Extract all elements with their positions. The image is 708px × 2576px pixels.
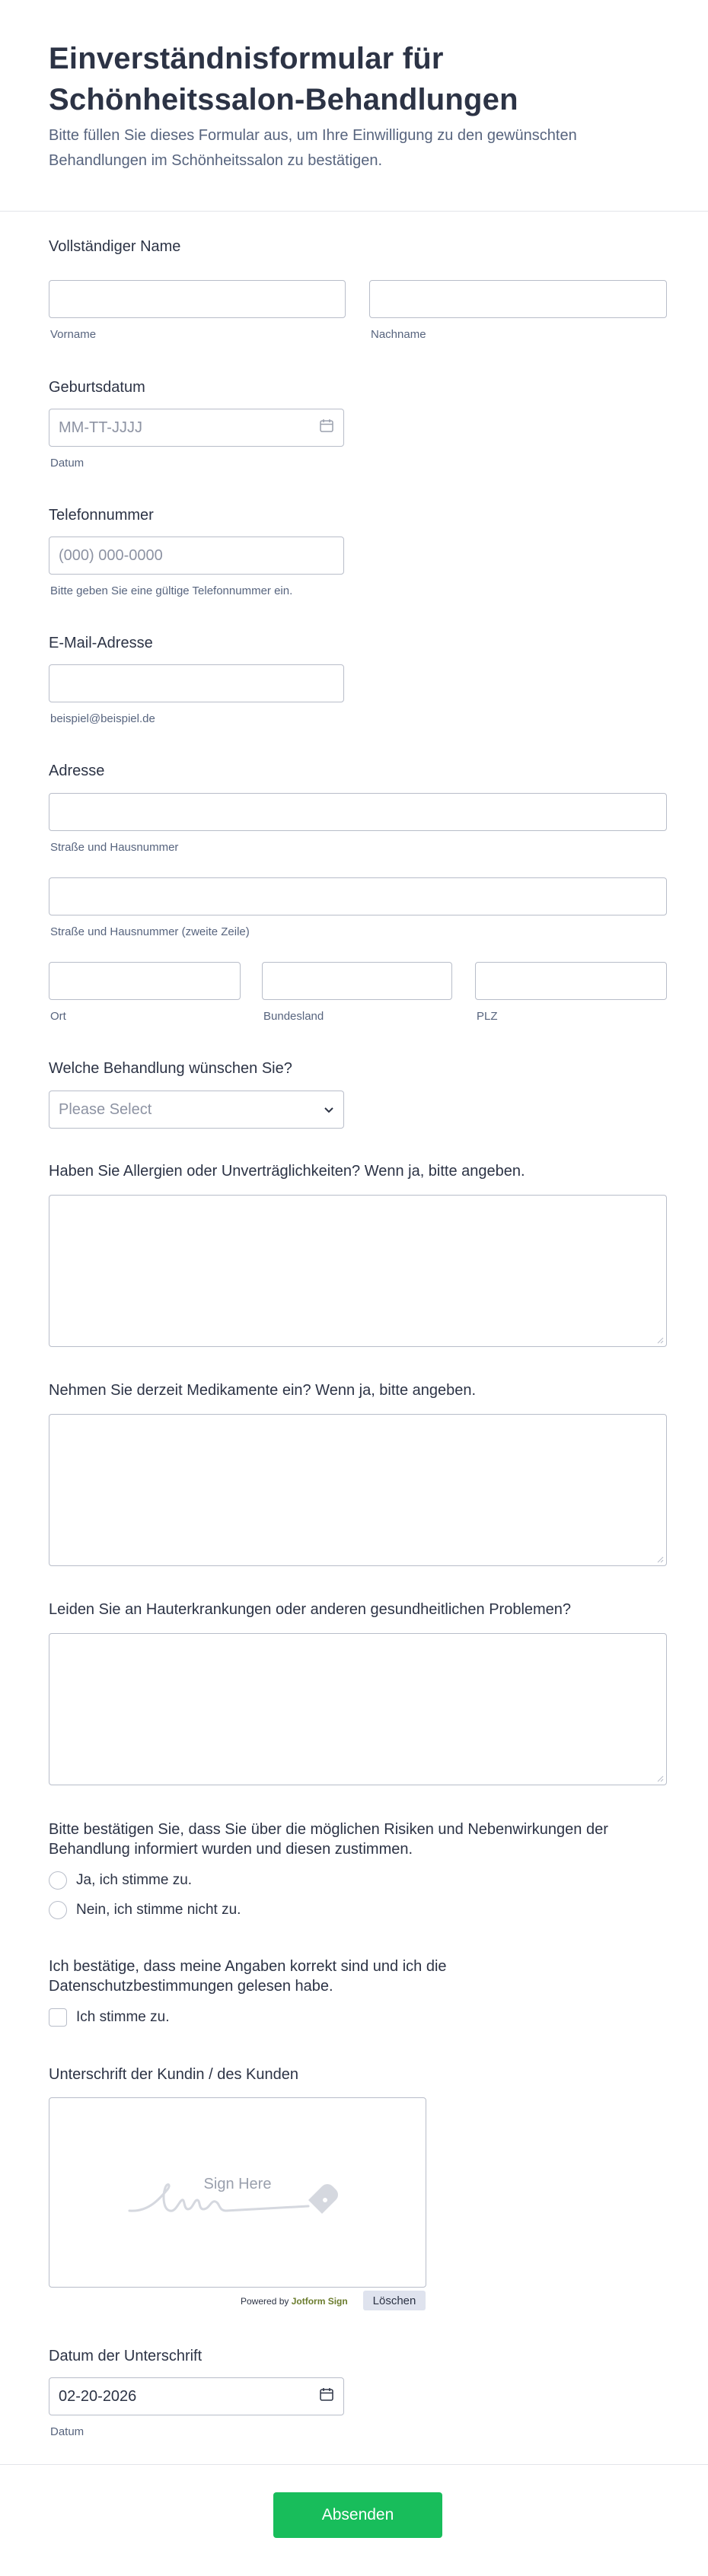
signature-pad[interactable] bbox=[49, 2097, 426, 2288]
zip-input[interactable] bbox=[475, 962, 667, 1000]
email-section bbox=[49, 634, 667, 652]
zip-sublabel: PLZ bbox=[477, 1010, 498, 1023]
birth-date-input[interactable] bbox=[49, 409, 344, 447]
address-label: Adresse bbox=[49, 763, 105, 779]
phone-label: Telefonnummer bbox=[49, 507, 154, 524]
email-label: E-Mail-Adresse bbox=[49, 635, 153, 651]
first-name-sublabel: Vorname bbox=[50, 328, 97, 341]
email-input[interactable] bbox=[49, 664, 344, 702]
city-sublabel: Ort bbox=[50, 1010, 66, 1023]
skin-textarea[interactable] bbox=[49, 1633, 667, 1785]
phone-sublabel: Bitte geben Sie eine gültige Telefonnummer ein. bbox=[50, 584, 293, 597]
sign-date-value: 02-20-2026 bbox=[59, 2387, 137, 2405]
medication-textarea[interactable] bbox=[49, 1414, 667, 1566]
form-header bbox=[0, 0, 708, 212]
form-title-line-1: Einverständnisformular für bbox=[49, 42, 444, 75]
form-subtitle: Bitte füllen Sie dieses Formular aus, um Ihre Einwilligung zu den gewünschten Behandlungen im Schönheitssalon zu bestätigen. bbox=[49, 127, 577, 169]
risks-no-radio[interactable] bbox=[49, 1901, 67, 1919]
treatment-select[interactable] bbox=[49, 1091, 344, 1129]
privacy-option-label[interactable]: Ich stimme zu. bbox=[76, 2009, 170, 2025]
risks-section bbox=[49, 1820, 667, 1859]
street-sublabel: Straße und Hausnummer bbox=[50, 841, 179, 854]
privacy-label-line-2: Datenschutzbestimmungen gelesen habe. bbox=[49, 1978, 333, 1995]
risks-yes-label[interactable]: Ja, ich stimme zu. bbox=[76, 1872, 193, 1888]
form-footer bbox=[0, 2464, 708, 2576]
full-name-label: Vollständiger Name bbox=[49, 238, 181, 255]
birth-date-label: Geburtsdatum bbox=[49, 379, 145, 396]
birth-date-sublabel: Datum bbox=[50, 457, 85, 470]
risks-label-line-1: Bitte bestätigen Sie, dass Sie über die möglichen Risiken und Nebenwirkungen der bbox=[49, 1821, 608, 1838]
risks-yes-radio[interactable] bbox=[49, 1871, 67, 1890]
phone-input[interactable] bbox=[49, 537, 344, 575]
treatment-placeholder: Please Select bbox=[59, 1100, 152, 1118]
risks-label bbox=[49, 1820, 667, 1859]
form-title bbox=[49, 38, 659, 120]
treatment-section bbox=[49, 1059, 667, 1078]
calendar-icon[interactable] bbox=[319, 2387, 334, 2406]
phone-section bbox=[49, 506, 667, 524]
powered-by bbox=[241, 2296, 348, 2307]
birth-date-section bbox=[49, 378, 667, 396]
first-name-input[interactable] bbox=[49, 280, 346, 318]
address-section bbox=[49, 762, 667, 780]
risks-no-label[interactable]: Nein, ich stimme nicht zu. bbox=[76, 1902, 241, 1918]
sign-date-sublabel: Datum bbox=[50, 2425, 85, 2438]
medication-section bbox=[49, 1381, 667, 1399]
phone-placeholder: (000) 000-0000 bbox=[59, 546, 163, 564]
city-input[interactable] bbox=[49, 962, 241, 1000]
resize-handle-icon[interactable] bbox=[656, 1555, 664, 1563]
last-name-input[interactable] bbox=[369, 280, 667, 318]
birth-date-placeholder: MM-TT-JJJJ bbox=[59, 419, 142, 436]
sign-date-section bbox=[49, 2347, 667, 2365]
signature-hint-icon bbox=[126, 2167, 346, 2220]
street2-input[interactable] bbox=[49, 877, 667, 915]
medication-label: Nehmen Sie derzeit Medikamente ein? Wenn ja, bitte angeben. bbox=[49, 1382, 477, 1399]
email-sublabel: beispiel@beispiel.de bbox=[50, 712, 155, 725]
chevron-down-icon bbox=[324, 1101, 334, 1119]
clear-signature-button[interactable]: Löschen bbox=[363, 2291, 426, 2310]
full-name-section bbox=[49, 237, 667, 256]
signature-section bbox=[49, 2065, 667, 2084]
submit-button[interactable]: Absenden bbox=[273, 2492, 442, 2538]
street2-sublabel: Straße und Hausnummer (zweite Zeile) bbox=[50, 925, 250, 938]
calendar-icon[interactable] bbox=[319, 418, 334, 438]
sign-date-input[interactable] bbox=[49, 2377, 344, 2415]
risks-label-line-2: Behandlung informiert wurden und diesen zustimmen. bbox=[49, 1841, 413, 1858]
form-title-line-2: Schönheitssalon-Behandlungen bbox=[49, 83, 518, 116]
privacy-section bbox=[49, 1957, 667, 1996]
allergies-section bbox=[49, 1162, 667, 1180]
skin-section bbox=[49, 1600, 667, 1619]
powered-by-prefix: Powered by bbox=[241, 2296, 289, 2307]
treatment-label: Welche Behandlung wünschen Sie? bbox=[49, 1060, 292, 1077]
state-sublabel: Bundesland bbox=[263, 1010, 324, 1023]
privacy-checkbox[interactable] bbox=[49, 2008, 67, 2027]
skin-label: Leiden Sie an Hauterkrankungen oder anderen gesundheitlichen Problemen? bbox=[49, 1601, 572, 1618]
sign-date-label: Datum der Unterschrift bbox=[49, 2348, 203, 2364]
privacy-label-line-1: Ich bestätige, dass meine Angaben korrekt sind und ich die bbox=[49, 1958, 447, 1975]
state-input[interactable] bbox=[262, 962, 452, 1000]
resize-handle-icon[interactable] bbox=[656, 1336, 664, 1344]
resize-handle-icon[interactable] bbox=[656, 1775, 664, 1782]
street-input[interactable] bbox=[49, 793, 667, 831]
allergies-textarea[interactable] bbox=[49, 1195, 667, 1347]
privacy-label bbox=[49, 1957, 667, 1996]
last-name-sublabel: Nachname bbox=[371, 328, 426, 341]
signature-placeholder: Sign Here bbox=[203, 2176, 272, 2192]
powered-by-brand[interactable]: Jotform Sign bbox=[291, 2296, 348, 2307]
allergies-label: Haben Sie Allergien oder Unverträglichkeiten? Wenn ja, bitte angeben. bbox=[49, 1163, 525, 1180]
signature-label: Unterschrift der Kundin / des Kunden bbox=[49, 2066, 298, 2083]
